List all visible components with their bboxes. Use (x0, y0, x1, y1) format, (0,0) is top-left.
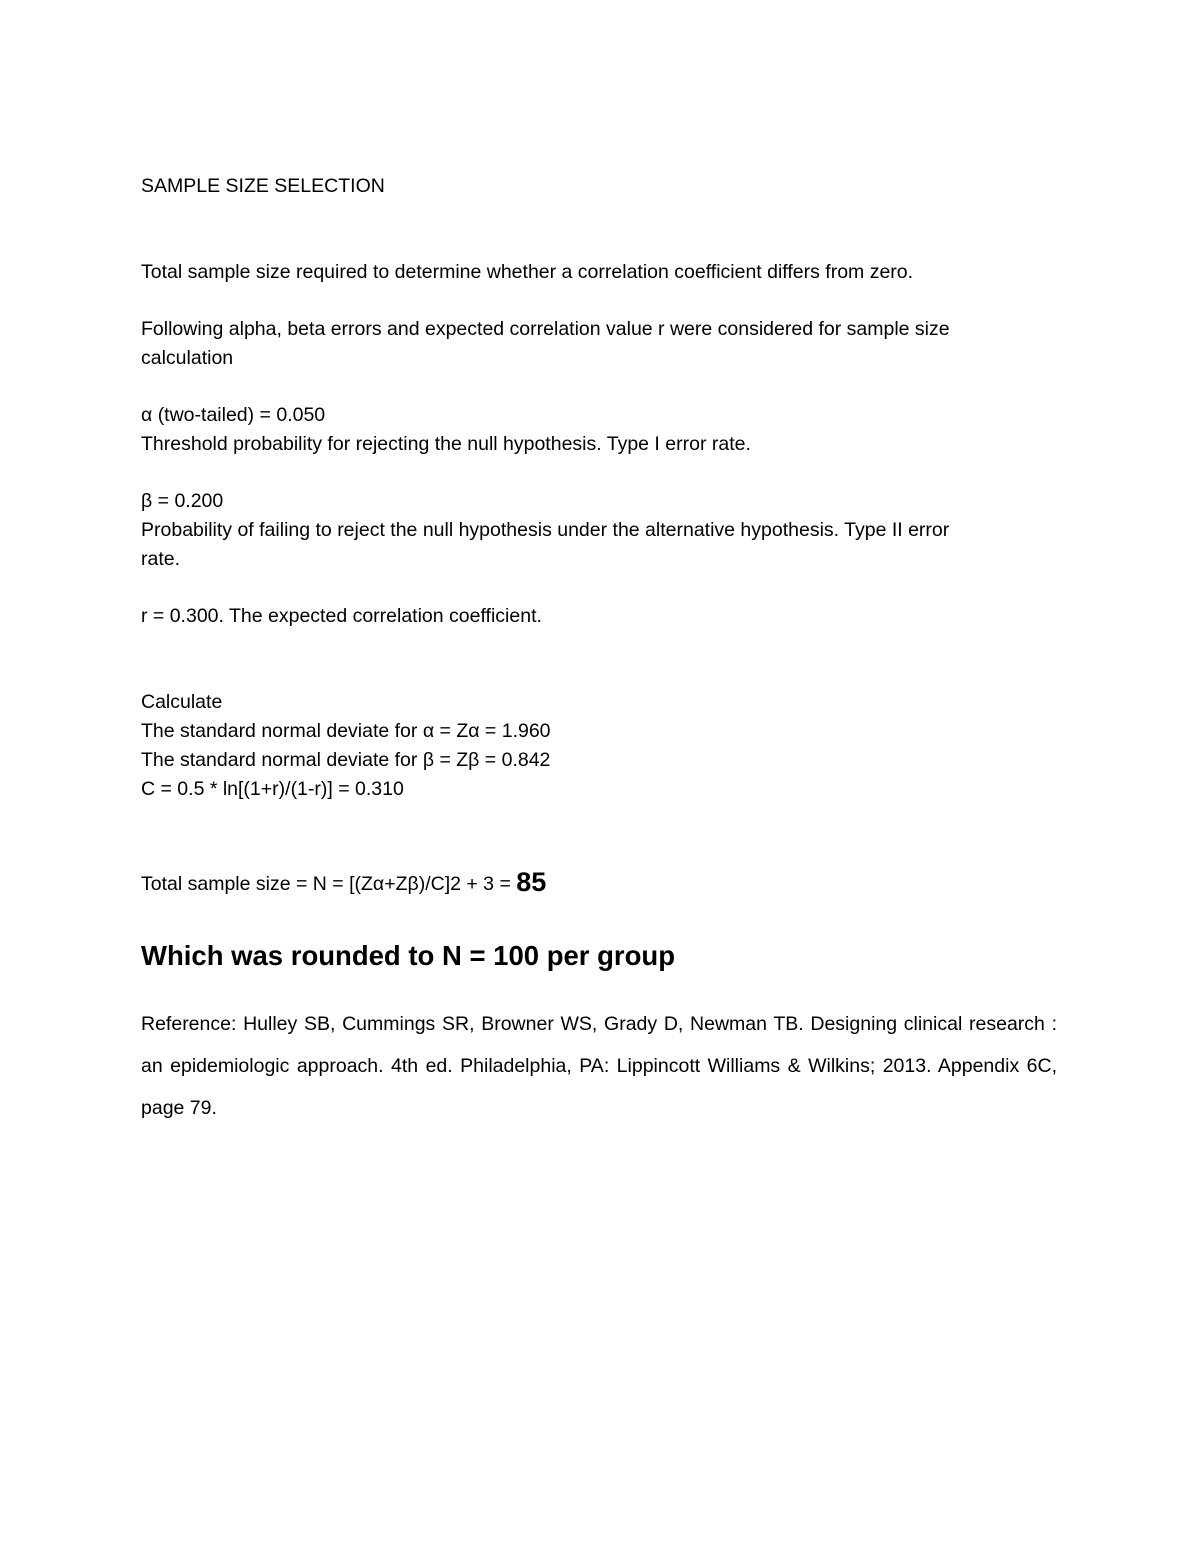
alpha-description: Threshold probability for rejecting the null hypothesis. Type I error rate. (141, 433, 751, 455)
r-value: r = 0.300. The expected correlation coefficient. (141, 605, 542, 627)
alpha-value: α (two-tailed) = 0.050 (141, 404, 326, 426)
intro-text: Total sample size required to determine whether a correlation coefficient differs from zero. (141, 261, 914, 283)
total-sample-size-line (141, 867, 546, 899)
total-sample-size-formula: Total sample size = N = [(Zα+Zβ)/C]2 + 3 = (141, 873, 517, 895)
beta-description-line-2: rate. (141, 548, 181, 570)
beta-description-line-1: Probability of failing to reject the null hypothesis under the alternative hypothesis. Type II error (141, 519, 950, 541)
c-formula-line: C = 0.5 * ln[(1+r)/(1-r)] = 0.310 (141, 778, 404, 800)
parameters-intro-line-1: Following alpha, beta errors and expected correlation value r were considered for sample size (141, 318, 950, 340)
total-sample-size-result: 85 (516, 867, 547, 897)
z-beta-line: The standard normal deviate for β = Zβ = 0.842 (141, 749, 551, 771)
rounded-sample-size-heading: Which was rounded to N = 100 per group (141, 940, 676, 971)
document-title: SAMPLE SIZE SELECTION (141, 175, 385, 197)
z-alpha-line: The standard normal deviate for α = Zα = 1.960 (141, 720, 551, 742)
parameters-intro-line-2: calculation (141, 347, 234, 369)
calculate-heading: Calculate (141, 691, 223, 713)
beta-value: β = 0.200 (141, 490, 224, 512)
reference-citation: Reference: Hulley SB, Cummings SR, Browner WS, Grady D, Newman TB. Designing clinical research : an epidemiologic approach. 4th ed. Philadelphia, PA: Lippincott Williams & Wilkins; 2013. Appendix 6C, page 79. (141, 1013, 1057, 1119)
